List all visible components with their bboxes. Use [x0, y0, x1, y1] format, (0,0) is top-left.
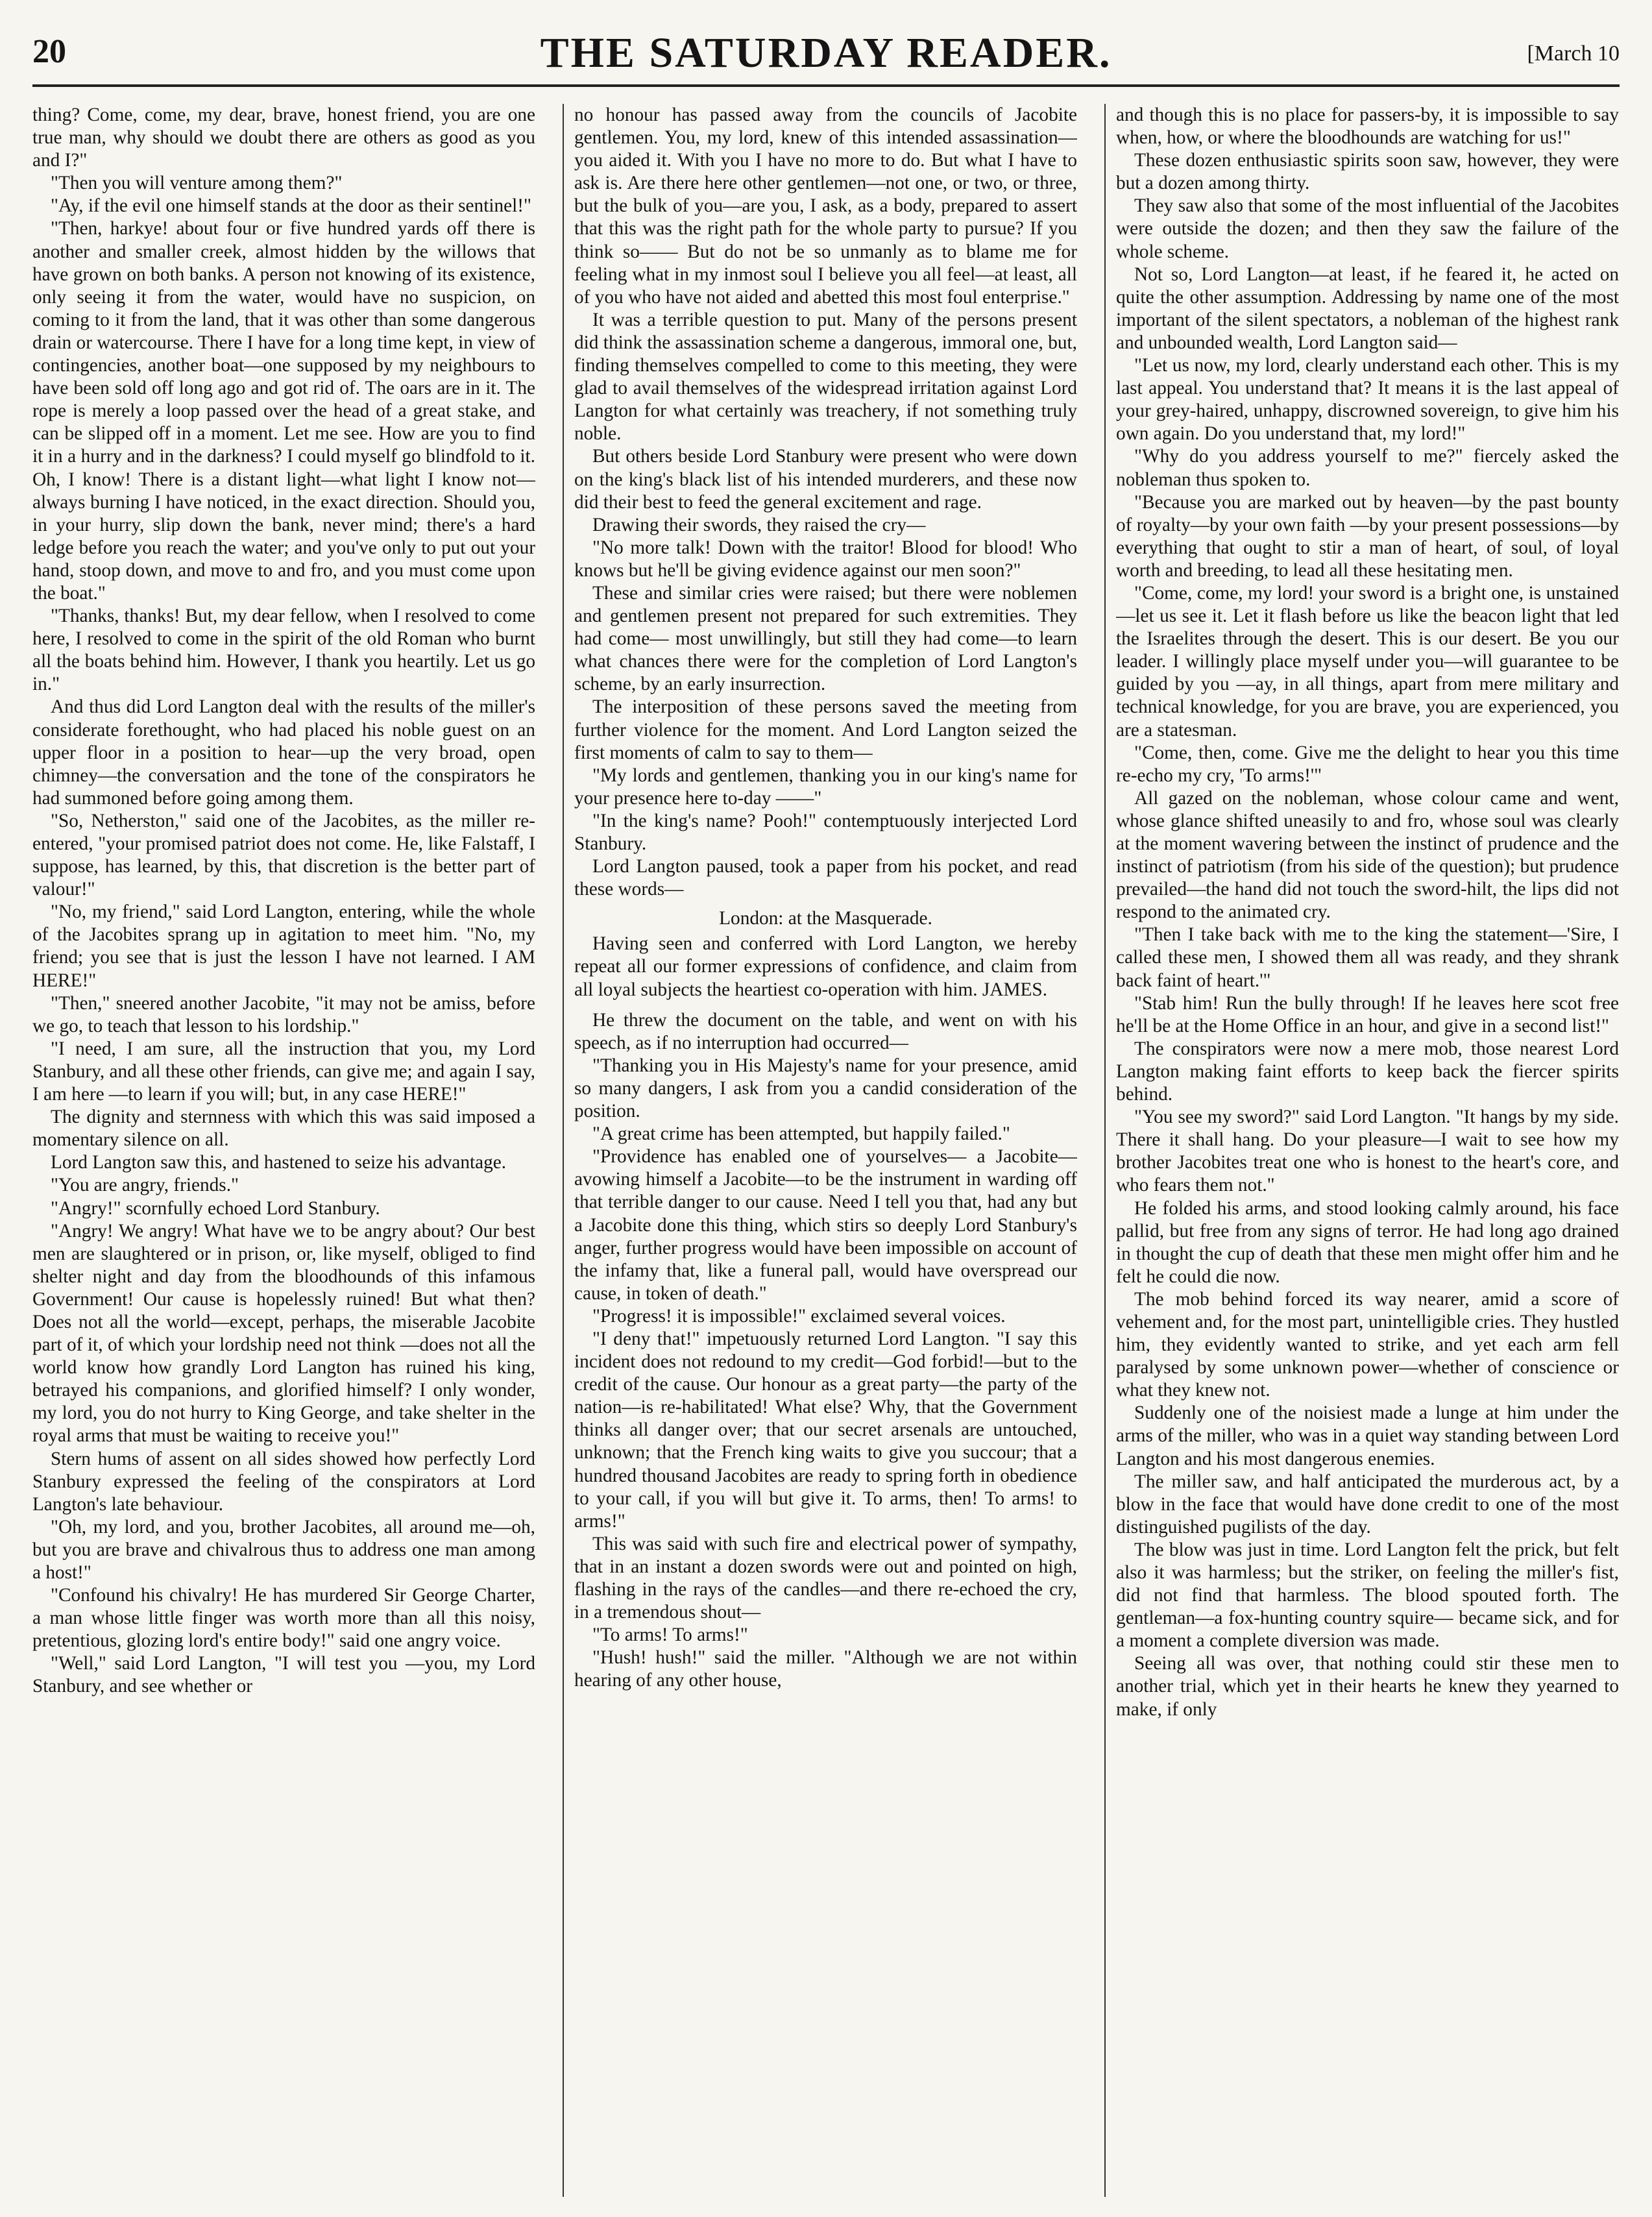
paragraph: "Providence has enabled one of yourselves— a Jacobite—avowing himself a Jacobite—to be the instrument in warding off that terrible danger to our cause. Need I tell you that, had any but a Jacobite done this thing, which stirs so deeply Lord Stanbury's anger, further progress would have been impossible on account of the infamy that, like a funeral pall, would have overspread our cause, in token of death.": [574, 1146, 1077, 1304]
paragraph: "In the king's name? Pooh!" contemptuously interjected Lord Stanbury.: [574, 810, 1077, 854]
paragraph: Not so, Lord Langton—at least, if he feared it, he acted on quite the other assumption. Addressing by name one of the most important of the silent spectators, a nobleman of the highest rank and unbounded wealth, Lord Langton said—: [1116, 263, 1619, 353]
paragraph: no honour has passed away from the councils of Jacobite gentlemen. You, my lord, knew of this intended assassination—you aided it. With you I have no more to do. But what I have to ask is. Are there here other gentlemen—not one, or two, or three, but the bulk of you—are you, I ask, as a body, prepared to assert that this was the right path for the whole party to pursue? If you think so—— But do not be so unmanly as to blame me for feeling what in my inmost soul I believe you all feel—at least, all of you who have not aided and abetted this most foul enterprise.": [574, 104, 1077, 308]
paragraph: "Confound his chivalry! He has murdered Sir George Charter, a man whose little finger was worth more than all this noisy, pretentious, glozing lord's entire body!" said one angry voice.: [32, 1585, 535, 1652]
paragraph: "Then I take back with me to the king the statement—'Sire, I called these men, I showed them all was ready, and they shrank back faint of heart.'": [1116, 924, 1619, 991]
text-column-3: [1116, 104, 1619, 2197]
paragraph: "I need, I am sure, all the instruction that you, my Lord Stanbury, and all these other friends, can give me; and again I say, I am here —to learn if you will; but, in any case HERE!": [32, 1038, 535, 1105]
paragraph: and though this is no place for passers-by, it is impossible to say when, how, or where the bloodhounds are watching for us!": [1116, 104, 1619, 149]
paragraph: "Come, come, my lord! your sword is a bright one, is unstained—let us see it. Let it flash before us like the beacon light that led the Israelites through the desert. This is our desert. Be you our leader. I willingly place myself under you—will guarantee to be guided by you —ay, in all things, apart from mere military and technical knowledge, for you are brave, you are experienced, you are a statesman.: [1116, 582, 1619, 741]
paragraph: Suddenly one of the noisiest made a lunge at him under the arms of the miller, who was in a quiet way standing between Lord Langton and his most dangerous enemies.: [1116, 1402, 1619, 1469]
paragraph: The miller saw, and half anticipated the murderous act, by a blow in the face that would have done credit to one of the most distinguished pugilists of the day.: [1116, 1471, 1619, 1537]
paragraph: The mob behind forced its way nearer, amid a score of vehement and, for the most part, unintelligible cries. They hustled him, they evidently wanted to strike, and yet each arm fell paralysed by some unknown power—whether of conscience or what they knew not.: [1116, 1288, 1619, 1401]
paragraph: "Well," said Lord Langton, "I will test you —you, my Lord Stanbury, and see whether or: [32, 1653, 535, 1697]
paragraph: But others beside Lord Stanbury were present who were down on the king's black list of his intended murderers, and these now did their best to feed the general excitement and rage.: [574, 446, 1077, 513]
column-rule: [563, 104, 564, 2197]
paragraph: It was a terrible question to put. Many of the persons present did think the assassination scheme a dangerous, immoral one, but, finding themselves compelled to come to this meeting, they were glad to avail themselves of the widespread irritation against Lord Langton for what certainly was treachery, if not something truly noble.: [574, 309, 1077, 445]
page-header: [32, 26, 1620, 87]
paragraph: This was said with such fire and electrical power of sympathy, that in an instant a dozen swords were out and pointed on high, flashing in the rays of the candles—and there re-echoed the cry, in a tremendous shout—: [574, 1533, 1077, 1623]
paragraph: The interposition of these persons saved the meeting from further violence for the moment. And Lord Langton seized the first moments of calm to say to them—: [574, 696, 1077, 763]
paragraph: Stern hums of assent on all sides showed how perfectly Lord Stanbury expressed the feeling of the conspirators at Lord Langton's late behaviour.: [32, 1448, 535, 1515]
paragraph: "Hush! hush!" said the miller. "Although we are not within hearing of any other house,: [574, 1647, 1077, 1691]
paragraph: Lord Langton saw this, and hastened to seize his advantage.: [51, 1152, 507, 1173]
paragraph: "Then, harkye! about four or five hundred yards off there is another and smaller creek, almost hidden by the willows that have grown on both banks. A person not knowing of its existence, only seeing it from the water, would have no suspicion, on coming to it from the land, that it was other than some dangerous drain or watercourse. There I have for a long time kept, in view of contingencies, another boat—one supposed by my neighbours to have been sold off long ago and got rid of. The oars are in it. The rope is merely a loop passed over the head of a great stake, and can be slipped off in a moment. Let me see. How are you to find it in a hurry and in the darkness? I could myself go blindfold to it. Oh, I know! There is a distant light—what light I know not—always burning I have noticed, in the exact direction. Should you, in your hurry, slip down the bank, never mind; there's a hard ledge before you reach the water; and you've only to put out your hand, stoop down, and move to and fro, and you must come upon the boat.": [32, 218, 535, 604]
paragraph: "Stab him! Run the bully through! If he leaves here scot free he'll be at the Home Office in an hour, and give in a second list!": [1116, 992, 1619, 1036]
paragraph: "Then," sneered another Jacobite, "it may not be amiss, before we go, to teach that lesson to his lordship.": [32, 992, 535, 1036]
paragraph: Lord Langton paused, took a paper from his pocket, and read these words—: [574, 856, 1077, 900]
paragraph: Seeing all was over, that nothing could stir these men to another trial, which yet in their hearts he knew they yearned to make, if only: [1116, 1653, 1619, 1720]
paragraph: "Angry! We angry! What have we to be angry about? Our best men are slaughtered or in prison, or, like myself, obliged to find shelter night and day from the bloodhounds of this infamous Government! Our cause is hopelessly ruined! But what then? Does not all the world—except, perhaps, the miserable Jacobite part of it, of which your lordship need not think —does not all the world know how grandly Lord Langton has ruined his king, betrayed his companions, and glorified himself? I only wonder, my lord, you do not hurry to King George, and take shelter in the royal arms that must be waiting to receive you!": [32, 1220, 535, 1447]
paragraph: "Thanks, thanks! But, my dear fellow, when I resolved to come here, I resolved to come in the spirit of the old Roman who burnt all the boats behind him. However, I thank you heartily. Let us go in.": [32, 606, 535, 695]
text-column-1: [32, 104, 535, 2197]
text-column-2: [574, 104, 1077, 2197]
paragraph: "Ay, if the evil one himself stands at the door as their sentinel!": [51, 195, 531, 217]
paragraph: "Thanking you in His Majesty's name for your presence, amid so many dangers, I ask from you a candid consideration of the position.: [574, 1055, 1077, 1122]
paragraph: "Because you are marked out by heaven—by the past bounty of royalty—by your own faith —by your present possessions—by everything that ought to stir a man of heart, of soul, of loyal worth and breeding, to lead all these hesitating men.: [1116, 491, 1619, 581]
paragraph: "You are angry, friends.": [51, 1175, 239, 1196]
paragraph: The dignity and sternness with which this was said imposed a momentary silence on all.: [32, 1107, 535, 1151]
issue-date: [March 10: [1527, 42, 1620, 66]
page-number: 20: [32, 33, 66, 70]
paragraph: "Let us now, my lord, clearly understand each other. This is my last appeal. You understand that? It means it is the last appeal of your grey-haired, unhappy, discrowned sovereign, to give him his own again. Do you understand that, my lord!": [1116, 355, 1619, 445]
paragraph: thing? Come, come, my dear, brave, honest friend, you are one true man, why should we doubt there are others as good as you and I?": [32, 104, 535, 171]
paragraph: "Progress! it is impossible!" exclaimed several voices.: [592, 1305, 1006, 1327]
paragraph: They saw also that some of the most influential of the Jacobites were outside the dozen; and then they saw the failure of the whole scheme.: [1116, 195, 1619, 262]
paragraph: Drawing their swords, they raised the cry—: [592, 514, 926, 535]
paragraph: The conspirators were now a mere mob, those nearest Lord Langton making faint efforts to keep back the fiercer spirits behind.: [1116, 1038, 1619, 1105]
paragraph: These and similar cries were raised; but there were noblemen and gentlemen present not prepared for such extremities. They had come— most unwillingly, but still they had come—to learn what chances there were for the completion of Lord Langton's scheme, by an early insurrection.: [574, 582, 1077, 695]
paragraph: "I deny that!" impetuously returned Lord Langton. "I say this incident does not redound to my credit—God forbid!—but to the credit of the cause. Our honour as a great party—the party of the nation—is re-habilitated! What else? Why, that the Government thinks all danger over; that our secret arsenals are untouched, unknown; that the French king waits to give you succour; that a hundred thousand Jacobites are ready to spring forth in obedience to your call, if you will but give it. To arms, then! To arms! to arms!": [574, 1328, 1077, 1532]
paragraph: And thus did Lord Langton deal with the results of the miller's considerate forethought, who had placed his noble guest on an upper floor in a position to hear—up the very broad, open chimney—the conversation and the tone of the conspirators he had summoned before going among them.: [32, 696, 535, 809]
paragraph: "Why do you address yourself to me?" fiercely asked the nobleman thus spoken to.: [1116, 446, 1619, 490]
paragraph: All gazed on the nobleman, whose colour came and went, whose glance shifted uneasily to and fro, whose soul was clearly at the moment wavering between the instinct of prudence and the instinct of patriotism (from his side of the question); but prudence prevailed—the hand did not touch the sword-hilt, the lips did not respond to the animated cry.: [1116, 787, 1619, 923]
paragraph: He threw the document on the table, and went on with his speech, as if no interruption had occurred—: [574, 1009, 1077, 1053]
paragraph: "Oh, my lord, and you, brother Jacobites, all around me—oh, but you are brave and chivalrous thus to address one man among a host!": [32, 1516, 535, 1583]
publication-title: THE SATURDAY READER.: [540, 29, 1112, 77]
paragraph: Having seen and conferred with Lord Langton, we hereby repeat all our former expressions of confidence, and claim from all loyal subjects the heartiest co-operation with him. JAMES.: [574, 933, 1077, 1000]
paragraph: "My lords and gentlemen, thanking you in our king's name for your presence here to-day ——": [574, 765, 1077, 809]
paragraph: "So, Netherston," said one of the Jacobites, as the miller re-entered, "your promised patriot does not come. He, like Falstaff, I suppose, has learned, by this, that discretion is the better part of valour!": [32, 810, 535, 900]
paragraph: The blow was just in time. Lord Langton felt the prick, but felt also it was harmless; but the striker, on feeling the miller's fist, did not find that harmless. The blood spouted forth. The gentleman—a fox-hunting country squire— became sick, and for a moment a complete diversion was made.: [1116, 1539, 1619, 1652]
column-rule: [1104, 104, 1106, 2197]
paragraph: "Angry!" scornfully echoed Lord Stanbury.: [51, 1197, 380, 1219]
paragraph: "A great crime has been attempted, but happily failed.": [592, 1123, 1010, 1145]
paragraph: "No more talk! Down with the traitor! Blood for blood! Who knows but he'll be giving evidence against our men soon?": [574, 537, 1077, 581]
paragraph: These dozen enthusiastic spirits soon saw, however, they were but a dozen among thirty.: [1116, 150, 1619, 194]
paragraph: London: at the Masquerade.: [719, 908, 932, 929]
paragraph: "Then you will venture among them?": [51, 173, 343, 194]
paragraph: He folded his arms, and stood looking calmly around, his face pallid, but free from any signs of terror. He had long ago drained in thought the cup of death that these men might offer him and he felt he could die now.: [1116, 1197, 1619, 1287]
paragraph: "Come, then, come. Give me the delight to hear you this time re-echo my cry, 'To arms!'": [1116, 742, 1619, 786]
paragraph: "You see my sword?" said Lord Langton. "It hangs by my side. There it shall hang. Do your pleasure—I wait to see how my brother Jacobites treat one who is honest to the heart's core, and who fears them not.": [1116, 1107, 1619, 1196]
paragraph: "To arms! To arms!": [592, 1624, 748, 1646]
paragraph: "No, my friend," said Lord Langton, entering, while the whole of the Jacobites sprang up in agitation to meet him. "No, my friend; you see that is just the lesson I have not learned. I AM HERE!": [32, 901, 535, 991]
